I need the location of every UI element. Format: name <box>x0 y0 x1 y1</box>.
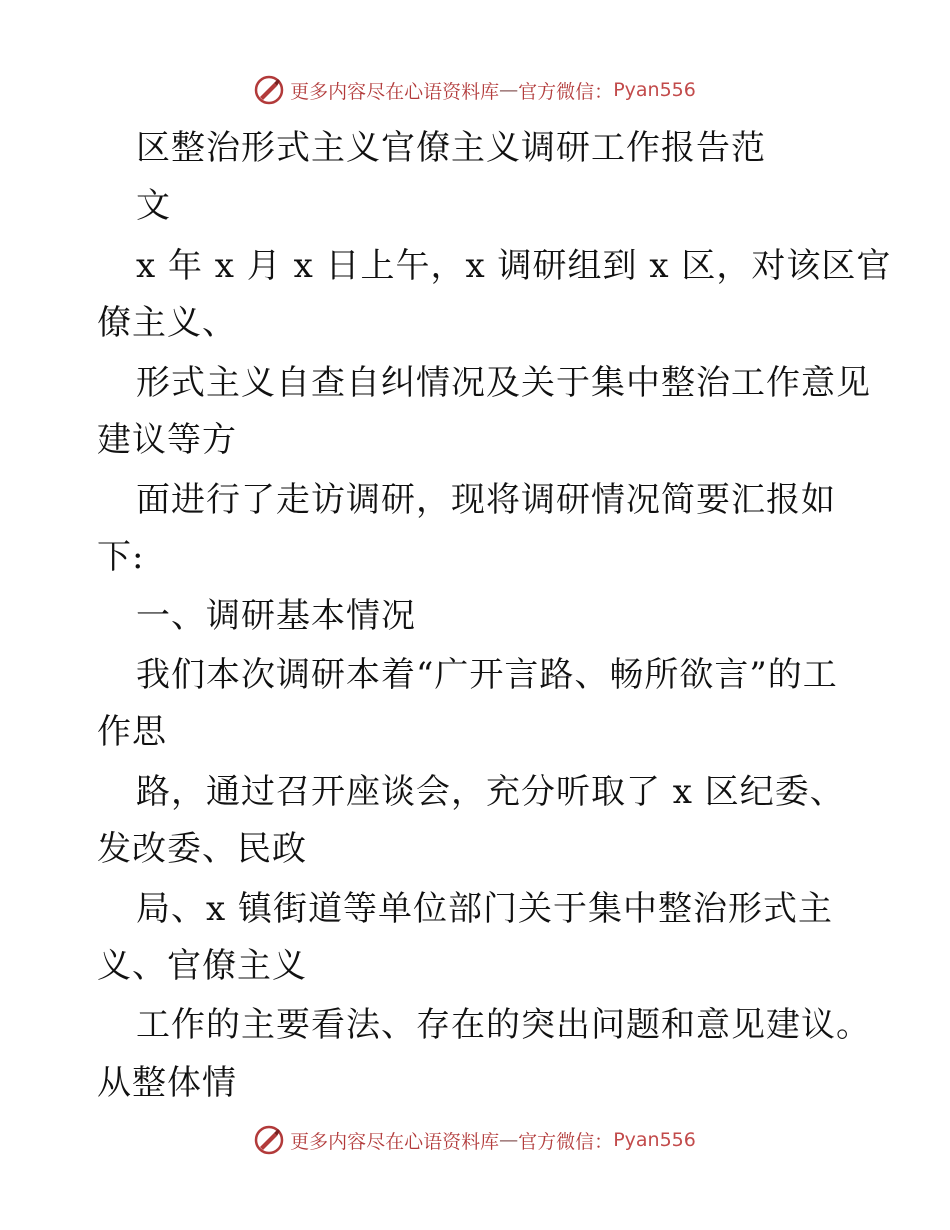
paragraph-line: 建议等方 <box>97 420 237 460</box>
title-line-2: 文 <box>136 186 171 226</box>
paragraph-line: 作思 <box>97 712 167 752</box>
pen-logo-icon <box>254 75 284 105</box>
paragraph-line: 面进行了走访调研，现将调研情况简要汇报如 <box>136 480 836 520</box>
header-brand-text: 更多内容尽在心语资料库 <box>290 80 500 103</box>
header-wechat-id: Pyan556 <box>613 79 696 101</box>
section-heading: 一、调研基本情况 <box>136 596 416 636</box>
footer-separator: — <box>499 1129 519 1151</box>
paragraph-line: x 年 x 月 x 日上午，x 调研组到 x 区，对该区官 <box>136 246 892 286</box>
footer-wechat-label: 官方微信： <box>518 1130 614 1153</box>
paragraph-line: 工作的主要看法、存在的突出问题和意见建议。 <box>136 1005 871 1045</box>
paragraph-line: 发改委、民政 <box>97 829 307 869</box>
title-line-1: 区整治形式主义官僚主义调研工作报告范 <box>136 128 766 168</box>
footer-wechat-id: Pyan556 <box>613 1129 696 1151</box>
header-separator: — <box>499 79 519 101</box>
paragraph-line: 从整体情 <box>97 1063 237 1103</box>
paragraph-line: 局、x 镇街道等单位部门关于集中整治形式主 <box>136 889 833 929</box>
footer-watermark <box>0 1120 950 1160</box>
paragraph-line: 下: <box>97 537 145 577</box>
footer-brand-text: 更多内容尽在心语资料库 <box>290 1130 500 1153</box>
paragraph-line: 形式主义自查自纠情况及关于集中整治工作意见 <box>136 363 871 403</box>
paragraph-line: 僚主义、 <box>97 303 237 343</box>
header-wechat-label: 官方微信： <box>518 80 614 103</box>
pen-logo-icon <box>254 1125 284 1155</box>
paragraph-line: 路，通过召开座谈会，充分听取了 x 区纪委、 <box>136 772 845 812</box>
header-watermark <box>0 70 950 110</box>
paragraph-line: 我们本次调研本着“广开言路、畅所欲言”的工 <box>136 655 838 695</box>
paragraph-line: 义、官僚主义 <box>97 946 307 986</box>
